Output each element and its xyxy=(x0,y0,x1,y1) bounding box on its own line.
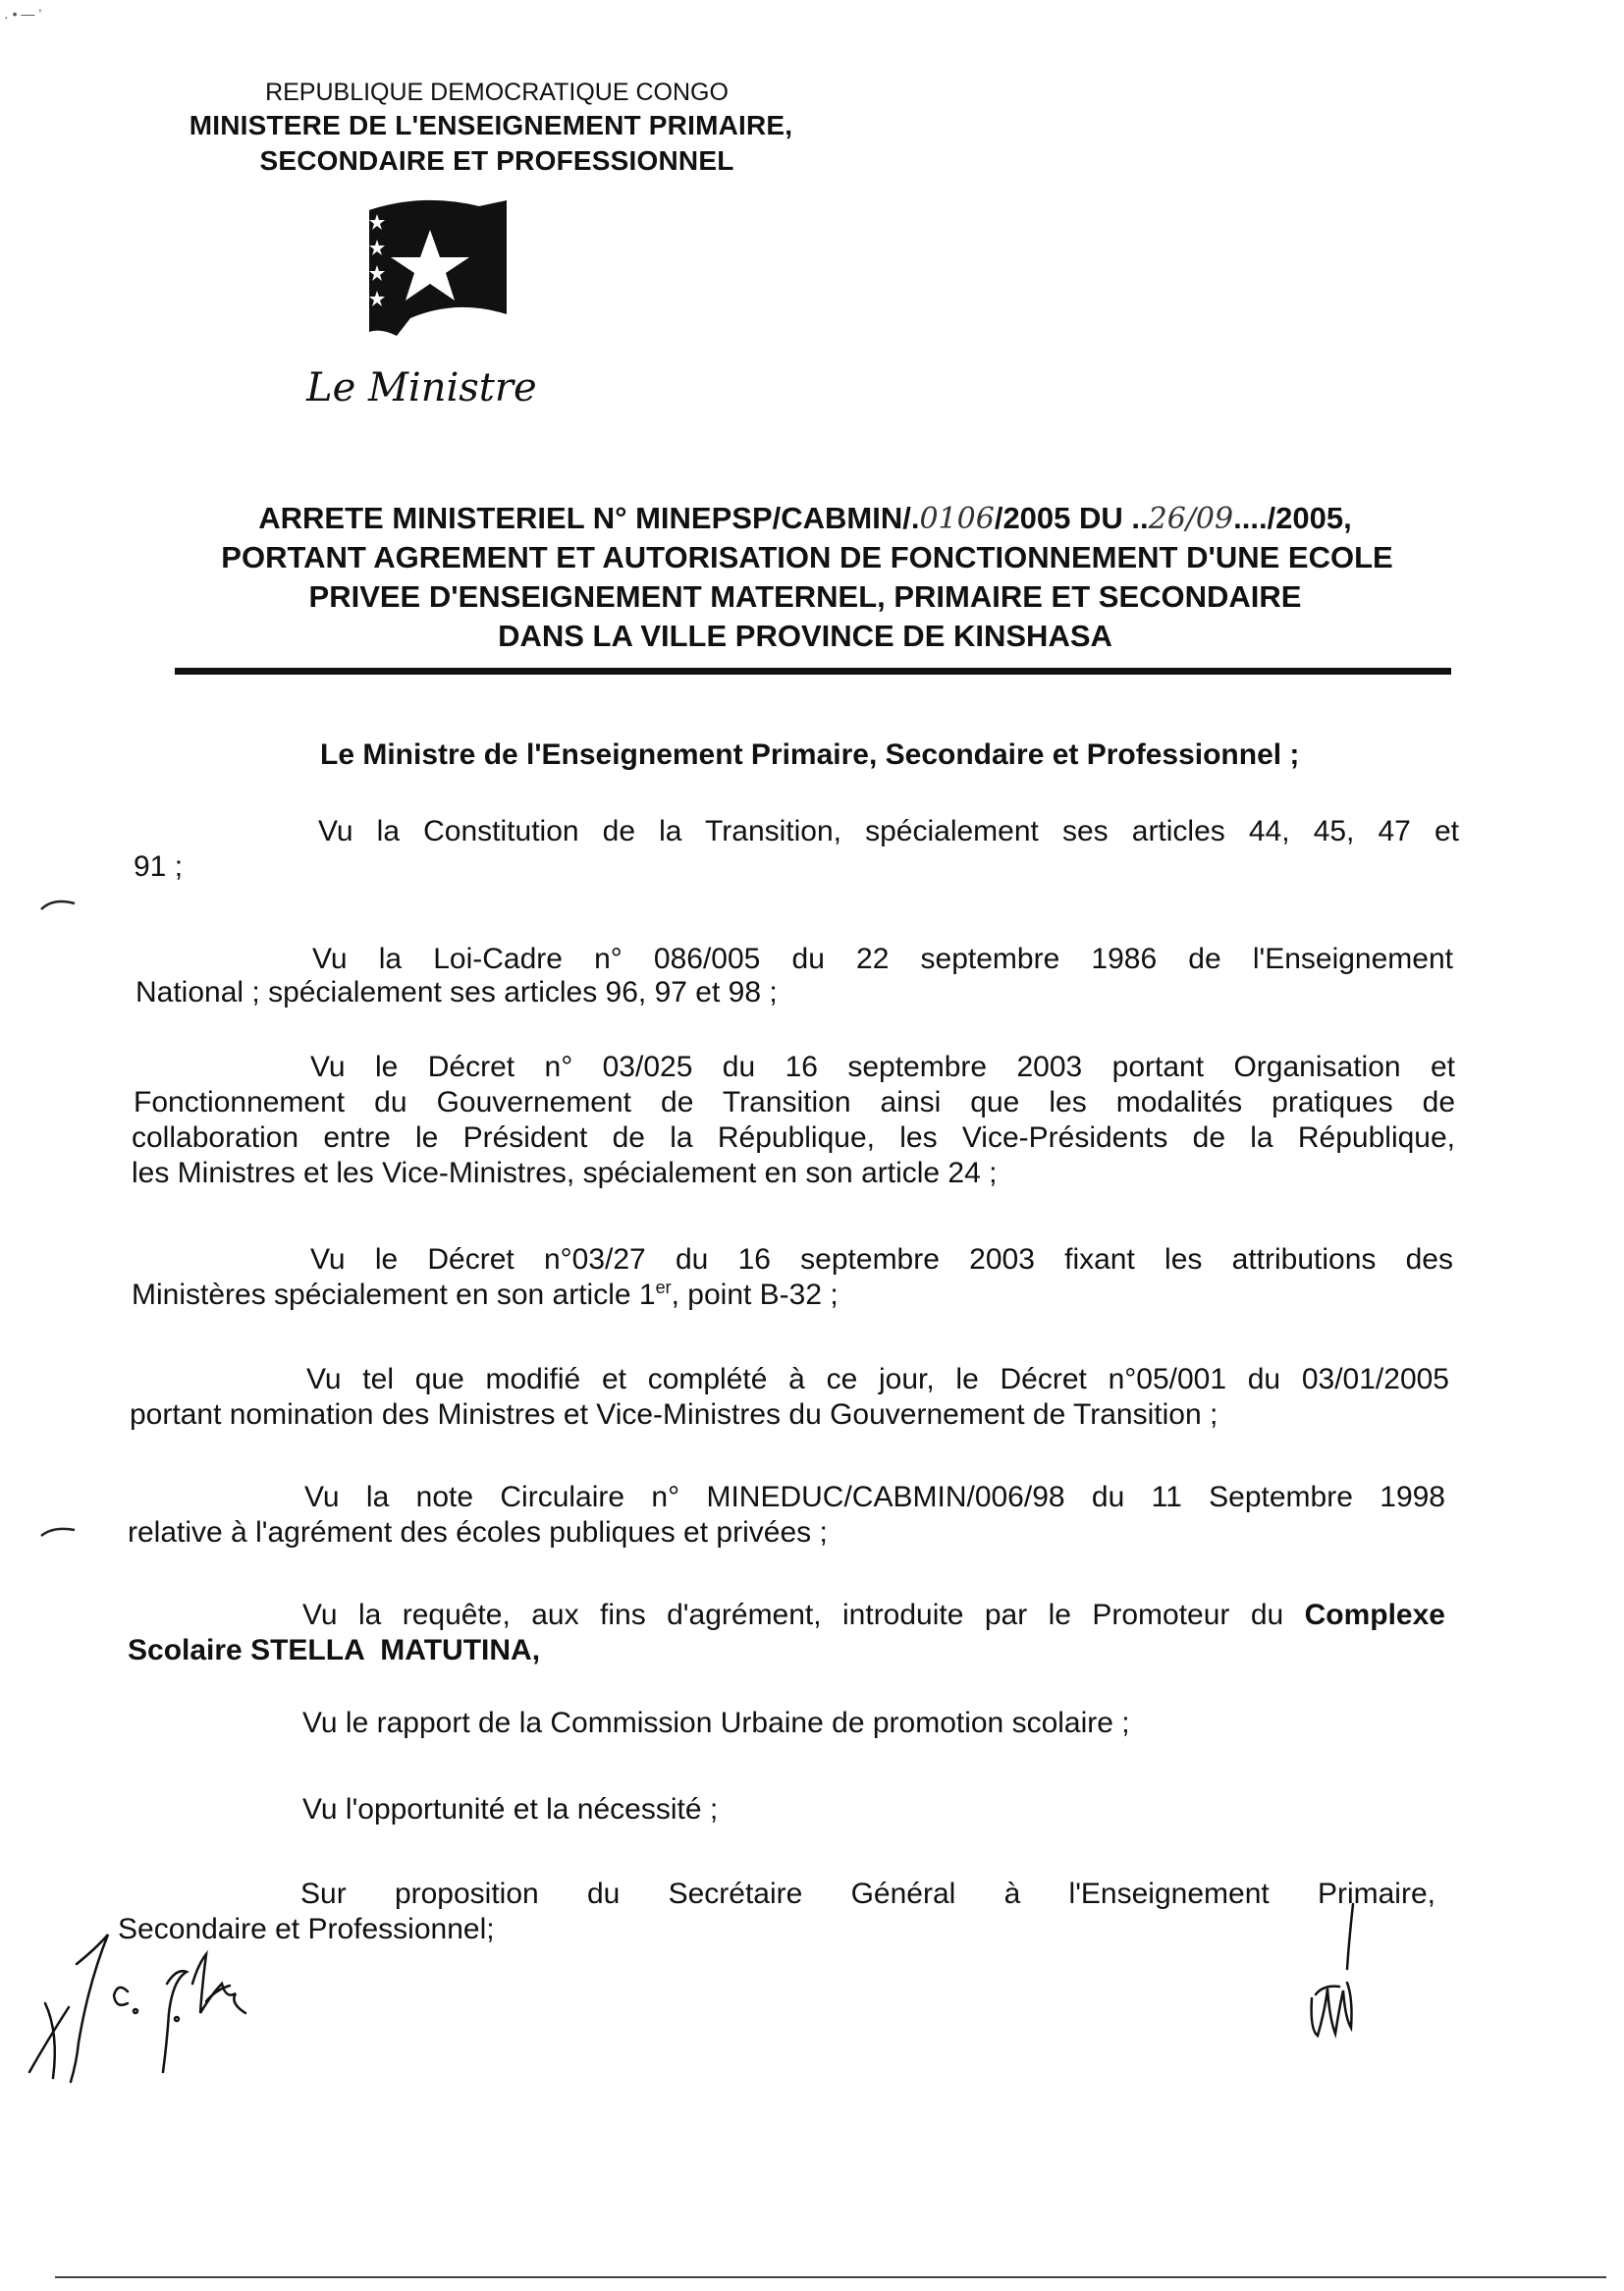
considerant-4-text: Ministères spécialement en son article 1 xyxy=(132,1279,656,1311)
considerant-3-line2: Fonctionnement du Gouvernement de Transition ainsi que les modalités pratiques de xyxy=(134,1086,1455,1118)
considerant-3-line3: collaboration entre le Président de la République, les Vice-Présidents de la République, xyxy=(132,1121,1455,1154)
margin-tick-bottom xyxy=(39,1522,79,1542)
title-line2: PORTANT AGREMENT ET AUTORISATION DE FONCTIONNEMENT D'UNE ECOLE xyxy=(221,540,1393,574)
considerant-1-line2: 91 ; xyxy=(134,850,184,883)
handwritten-decree-number: 0106 xyxy=(919,502,995,536)
considerant-8: Vu le rapport de la Commission Urbaine de promotion scolaire ; xyxy=(302,1707,1130,1739)
republic-heading: REPUBLIQUE DEMOCRATIQUE CONGO xyxy=(265,79,729,106)
considerant-1-line1: Vu la Constitution de la Transition, spécialement ses articles 44, 45, 47 et xyxy=(318,815,1459,847)
flag-emblem-icon xyxy=(363,196,513,344)
minister-title: Le Ministre xyxy=(306,365,537,410)
proposal-line2: Secondaire et Professionnel; xyxy=(118,1913,495,1945)
decree-middle: /2005 DU .. xyxy=(994,501,1149,535)
considerant-3-line4: les Ministres et les Vice-Ministres, spécialement en son article 24 ; xyxy=(132,1157,998,1189)
title-line3: PRIVEE D'ENSEIGNEMENT MATERNEL, PRIMAIRE ET SECONDAIRE xyxy=(308,579,1302,614)
considerant-4-superscript: er xyxy=(655,1278,672,1297)
title-divider xyxy=(175,668,1451,675)
ministry-heading-line1: MINISTERE DE L'ENSEIGNEMENT PRIMAIRE, xyxy=(189,110,793,140)
title-line4: DANS LA VILLE PROVINCE DE KINSHASA xyxy=(498,619,1112,653)
handwritten-decree-date: 26/09 xyxy=(1148,502,1234,536)
considerant-6-line2: relative à l'agrément des écoles publiques et privées ; xyxy=(128,1516,828,1549)
scan-bottom-edge xyxy=(55,2276,1606,2278)
considerant-2-line1: Vu la Loi-Cadre n° 086/005 du 22 septembre 1986 de l'Enseignement xyxy=(312,943,1453,975)
preamble-intro: Le Ministre de l'Enseignement Primaire, Secondaire et Professionnel ; xyxy=(320,738,1300,771)
corner-marks: ․ • — ’ xyxy=(4,6,42,22)
decree-suffix: ..../2005, xyxy=(1233,501,1352,535)
considerant-6-line1: Vu la note Circulaire n° MINEDUC/CABMIN/006/98 du 11 Septembre 1998 xyxy=(304,1481,1445,1513)
considerant-2-line2: National ; spécialement ses articles 96, 97 et 98 ; xyxy=(135,976,778,1009)
considerant-4-line2 xyxy=(132,1279,839,1312)
handwritten-initials-left xyxy=(20,1925,265,2092)
ministry-heading-line2: SECONDAIRE ET PROFESSIONNEL xyxy=(259,145,734,176)
considerant-3-line1: Vu le Décret n° 03/025 du 16 septembre 2003 portant Organisation et xyxy=(310,1051,1455,1083)
considerant-7-line2: Scolaire STELLA MATUTINA, xyxy=(128,1634,541,1666)
margin-tick-top xyxy=(39,896,79,915)
considerant-4-text-end: , point B-32 ; xyxy=(671,1279,839,1311)
decree-number-line xyxy=(167,501,1443,536)
considerant-4-line1: Vu le Décret n°03/27 du 16 septembre 2003 fixant les attributions des xyxy=(310,1243,1453,1276)
considerant-7-line1 xyxy=(302,1599,1445,1632)
considerant-7-bold: Complexe xyxy=(1304,1599,1445,1631)
proposal-line1: Sur proposition du Secrétaire Général à l'Enseignement Primaire, xyxy=(300,1878,1435,1910)
considerant-5-line1: Vu tel que modifié et complété à ce jour, le Décret n°05/001 du 03/01/2005 xyxy=(306,1363,1449,1395)
considerant-9: Vu l'opportunité et la nécessité ; xyxy=(302,1793,719,1826)
handwritten-signature-right xyxy=(1296,1900,1375,2047)
considerant-5-line2: portant nomination des Ministres et Vice-Ministres du Gouvernement de Transition ; xyxy=(130,1398,1218,1431)
decree-prefix: ARRETE MINISTERIEL N° MINEPSP/CABMIN/. xyxy=(258,501,920,535)
considerant-7-text: Vu la requête, aux fins d'agrément, introduite par le Promoteur du xyxy=(302,1599,1284,1631)
